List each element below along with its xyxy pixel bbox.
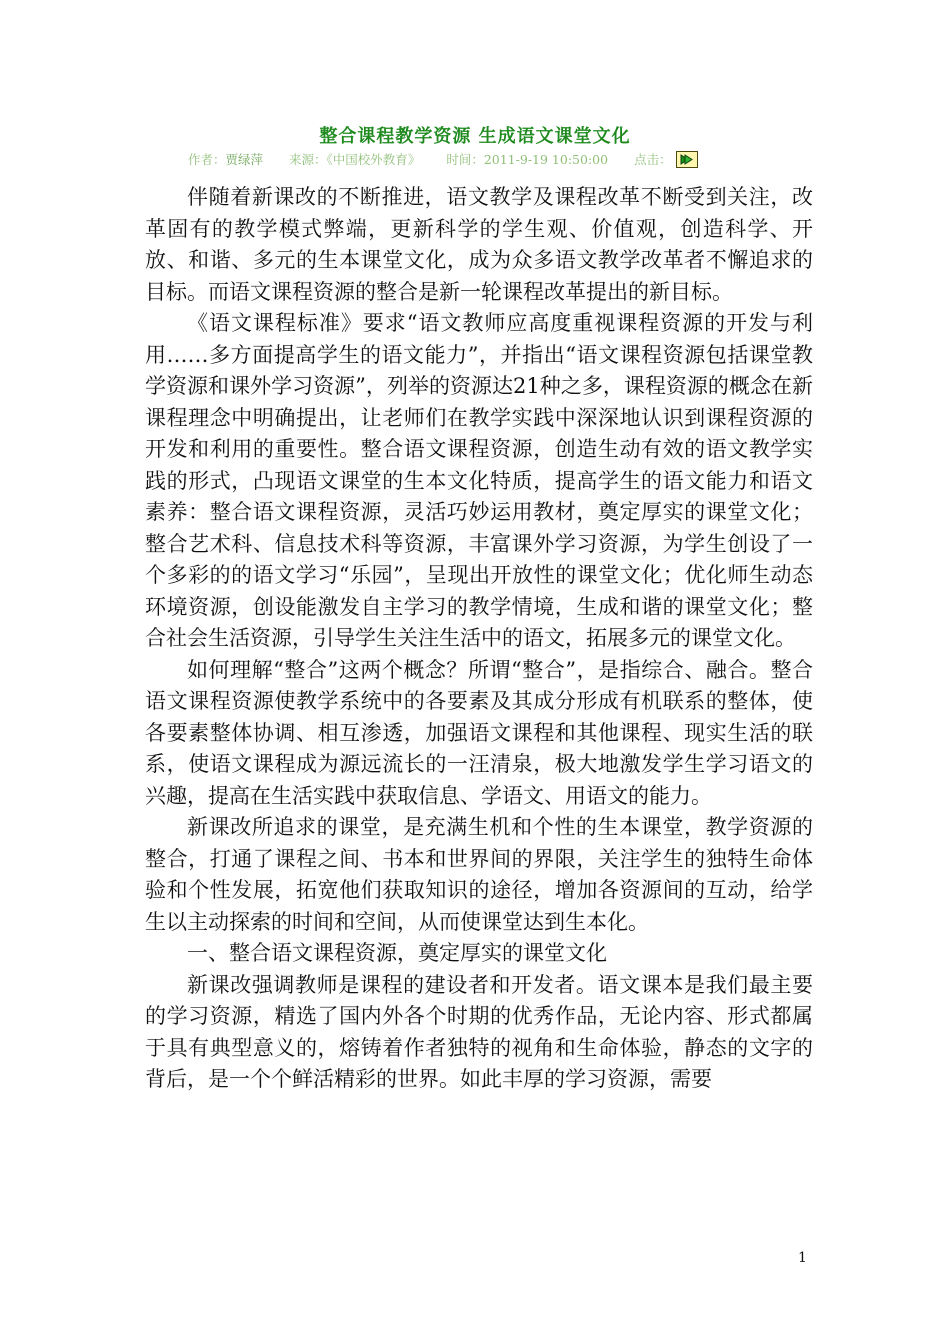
- section-heading: 一、整合语文课程资源，奠定厚实的课堂文化: [187, 941, 607, 965]
- meta-author: [188, 150, 263, 168]
- article-meta: [188, 150, 788, 168]
- meta-time: [446, 150, 608, 168]
- article-title: 整合课程教学资源 生成语文课堂文化: [319, 126, 631, 147]
- meta-source-value: 《中国校外教育》: [326, 152, 421, 167]
- article-body: [145, 182, 813, 1096]
- meta-author-value[interactable]: 贾绿萍: [225, 152, 264, 167]
- meta-clicks: [634, 150, 698, 168]
- paragraph: 伴随着新课改的不断推进，语文教学及课程改革不断受到关注，改革固有的教学模式弊端，更新科学的学生观、价值观，创造科学、开放、和谐、多元的生本课堂文化，成为众多语文教学改革者不懈追求的目标。而语文课程资源的整合是新一轮课程改革提出的新目标。: [145, 185, 813, 304]
- paragraph: 如何理解“整合”这两个概念？所谓“整合”，是指综合、融合。整合语文课程资源使教学系统中的各要素及其成分形成有机联系的整体，使各要素整体协调、相互渗透，加强语文课程和其他课程、现实生活的联系，使语文课程成为源远流长的一汪清泉，极大地激发学生学习语文的兴趣，提高在生活实践中获取信息、学语文、用语文的能力。: [145, 657, 813, 808]
- meta-time-value: 2011-9-19 10:50:00: [483, 152, 609, 167]
- meta-clicks-label: 点击：: [634, 152, 672, 167]
- meta-source-label: 来源：: [289, 152, 327, 167]
- page-number: 1: [798, 1250, 807, 1266]
- paragraph: 新课改所追求的课堂，是充满生机和个性的生本课堂，教学资源的整合，打通了课程之间、书本和世界间的界限，关注学生的独特生命体验和个性发展，拓宽他们获取知识的途径，增加各资源间的互动，给学生以主动探索的时间和空间，从而使课堂达到生本化。: [145, 815, 813, 934]
- paragraph: 《语文课程标准》要求“语文教师应高度重视课程资源的开发与利用……多方面提高学生的语文能力”，并指出“语文课程资源包括课堂教学资源和课外学习资源”，列举的资源达21种之多，课程资源的概念在新课程理念中明确提出，让老师们在教学实践中深深地认识到课程资源的开发和利用的重要性。整合语文课程资源，创造生动有效的语文教学实践的形式，凸现语文课堂的生本文化特质，提高学生的语文能力和语文素养：整合语文课程资源，灵活巧妙运用教材，奠定厚实的课堂文化；整合艺术科、信息技术科等资源，丰富课外学习资源，为学生创设了一个多彩的的语文学习“乐园”，呈现出开放性的课堂文化；优化师生动态环境资源，创设能激发自主学习的教学情境，生成和谐的课堂文化；整合社会生活资源，引导学生关注生活中的语文，拓展多元的课堂文化。: [145, 311, 813, 650]
- meta-author-label: 作者：: [188, 152, 226, 167]
- green-arrow-icon[interactable]: [676, 151, 698, 168]
- meta-time-label: 时间：: [446, 152, 484, 167]
- paragraph: 新课改强调教师是课程的建设者和开发者。语文课本是我们最主要的学习资源，精选了国内外各个时期的优秀作品，无论内容、形式都属于具有典型意义的，熔铸着作者独特的视角和生命体验，静态的文字的背后，是一个个鲜活精彩的世界。如此丰厚的学习资源，需要: [145, 972, 813, 1091]
- meta-source: [289, 150, 420, 168]
